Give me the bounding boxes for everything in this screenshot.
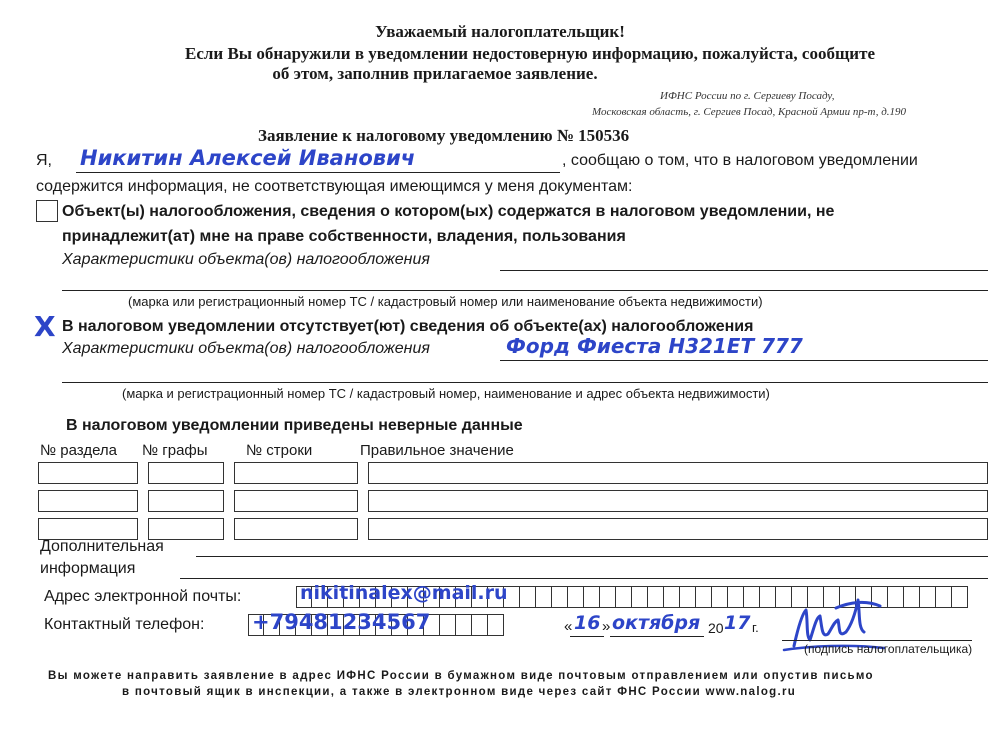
column-correct-value: Правильное значение <box>360 442 514 459</box>
option2-characteristics-line[interactable] <box>500 360 988 361</box>
ifns-address-line2: Московская область, г. Сергиев Посад, Красной Армии пр-т, д.190 <box>592 106 907 118</box>
date-month[interactable]: октября <box>612 612 701 634</box>
statement-tail: , сообщаю о том, что в налоговом уведомлении <box>562 152 918 169</box>
header-line2: об этом, заполнив прилагаемое заявление. <box>272 64 598 83</box>
ifns-address-line1: ИФНС России по г. Сергиеву Посаду, <box>660 90 835 102</box>
row2-graph-field[interactable] <box>148 490 224 512</box>
column-section: № раздела <box>40 442 118 459</box>
ya-label: Я, <box>36 152 52 169</box>
email-value[interactable]: nikitinalex@mail.ru <box>300 582 508 604</box>
date-open-quote: « <box>564 618 573 635</box>
option2-hint: (марка и регистрационный номер ТС / кадастровый номер, наименование и адрес объекта недвижимости) <box>122 386 770 401</box>
additional-label-line2: информация <box>40 560 136 577</box>
option3-text: В налоговом уведомлении приведены неверные данные <box>66 417 523 434</box>
row1-value-field[interactable] <box>368 462 988 484</box>
signature-line[interactable] <box>782 640 972 641</box>
option1-checkbox[interactable] <box>36 200 58 222</box>
row2-value-field[interactable] <box>368 490 988 512</box>
date-day-line <box>570 636 604 637</box>
row3-value-field[interactable] <box>368 518 988 540</box>
phone-value[interactable]: +79481234567 <box>252 610 431 634</box>
option2-text: В налоговом уведомлении отсутствует(ют) сведения об объекте(ах) налогообложения <box>62 318 754 335</box>
name-underline <box>76 172 560 173</box>
row2-row-field[interactable] <box>234 490 358 512</box>
signature-label: (подпись налогоплательщика) <box>804 642 973 656</box>
date-year-prefix: 20 <box>708 620 724 636</box>
option1-text-line2: принадлежит(ат) мне на праве собственности, владения, пользования <box>62 228 626 245</box>
row3-section-field[interactable] <box>38 518 138 540</box>
date-day[interactable]: 16 <box>574 612 601 634</box>
additional-line1[interactable] <box>196 556 988 557</box>
option1-characteristics-line[interactable] <box>500 270 988 271</box>
row1-section-field[interactable] <box>38 462 138 484</box>
row3-graph-field[interactable] <box>148 518 224 540</box>
row1-row-field[interactable] <box>234 462 358 484</box>
email-label: Адрес электронной почты: <box>44 588 242 605</box>
header-greeting: Уважаемый налогоплательщик! <box>375 22 625 41</box>
date-year-unit: г. <box>752 620 759 635</box>
additional-line2[interactable] <box>180 578 988 579</box>
option1-text-line1: Объект(ы) налогообложения, сведения о котором(ых) содержатся в налоговом уведомлении, не <box>62 203 835 220</box>
footer-line2: в почтовый ящик в инспекции, а также в электронном виде через сайт ФНС России www.nalog.ru <box>122 686 797 698</box>
option2-characteristics-value[interactable]: Форд Фиеста Н321ЕТ 777 <box>506 334 803 358</box>
header-line1: Если Вы обнаружили в уведомлении недостоверную информацию, пожалуйста, сообщите <box>185 44 875 63</box>
column-graph: № графы <box>142 442 208 459</box>
name-value[interactable]: Никитин Алексей Иванович <box>80 146 416 170</box>
additional-label-line1: Дополнительная <box>40 538 164 555</box>
option2-characteristics-label: Характеристики объекта(ов) налогообложения <box>62 340 430 357</box>
option2-characteristics-line2[interactable] <box>62 382 988 383</box>
column-row: № строки <box>246 442 313 459</box>
row3-row-field[interactable] <box>234 518 358 540</box>
form-title: Заявление к налоговому уведомлению № 150536 <box>258 126 630 145</box>
date-close-quote: » <box>602 618 611 635</box>
option1-hint: (марка или регистрационный номер ТС / кадастровый номер или наименование объекта недвижимости) <box>128 294 763 309</box>
phone-label: Контактный телефон: <box>44 616 205 633</box>
option1-characteristics-label: Характеристики объекта(ов) налогообложения <box>62 251 430 268</box>
row1-graph-field[interactable] <box>148 462 224 484</box>
option1-characteristics-line2[interactable] <box>62 290 988 291</box>
option2-checkmark[interactable]: X <box>34 310 56 343</box>
row2-section-field[interactable] <box>38 490 138 512</box>
statement-line2: содержится информация, не соответствующая имеющимся у меня документам: <box>36 178 633 195</box>
footer-line1: Вы можете направить заявление в адрес ИФНС России в бумажном виде почтовым отправлением или опустив письмо <box>48 670 874 682</box>
date-month-line <box>610 636 704 637</box>
date-year-suffix[interactable]: 17 <box>724 612 751 634</box>
